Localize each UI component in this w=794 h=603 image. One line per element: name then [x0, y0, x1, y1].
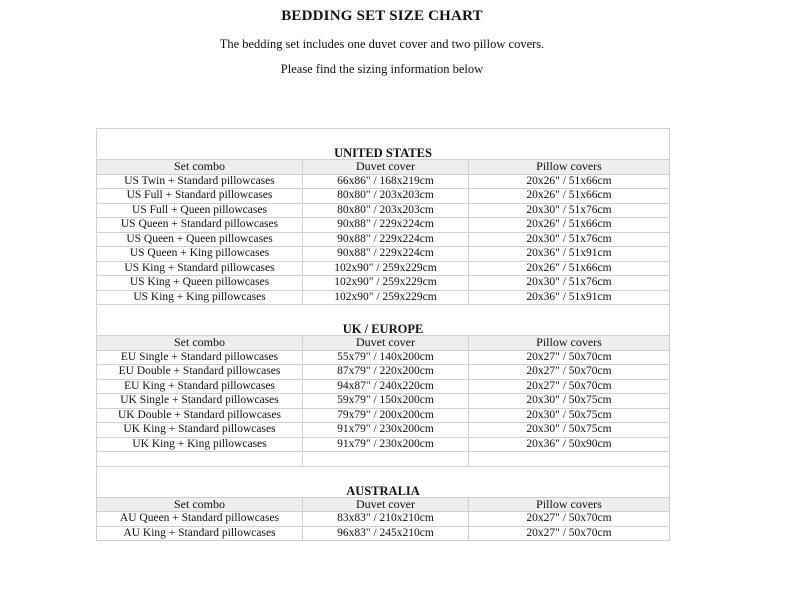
set-combo-cell: EU Single + Standard pillowcases: [97, 350, 303, 365]
column-header-duvet-cover: Duvet cover: [303, 336, 469, 351]
duvet-cover-cell: 80x80" / 203x203cm: [303, 189, 469, 204]
duvet-cover-cell: 79x79" / 200x200cm: [303, 408, 469, 423]
set-combo-cell: US Twin + Standard pillowcases: [97, 174, 303, 189]
table-row: [97, 408, 670, 423]
table-row: [97, 512, 670, 527]
set-combo-cell: US Queen + Queen pillowcases: [97, 232, 303, 247]
column-header-set-combo: Set combo: [97, 497, 303, 512]
pillow-covers-cell: 20x27" / 50x70cm: [469, 379, 670, 394]
set-combo-cell: AU King + Standard pillowcases: [97, 526, 303, 541]
section-heading-row: [97, 129, 670, 160]
table-row: [97, 394, 670, 409]
set-combo-cell: UK King + Standard pillowcases: [97, 423, 303, 438]
pillow-covers-cell: 20x27" / 50x70cm: [469, 512, 670, 527]
intro-text-2: Please find the sizing information below: [280, 62, 484, 76]
table-row: [97, 261, 670, 276]
pillow-covers-cell: 20x30" / 50x75cm: [469, 394, 670, 409]
column-header-pillow-covers: Pillow covers: [469, 336, 670, 351]
set-combo-cell: AU Queen + Standard pillowcases: [97, 512, 303, 527]
set-combo-cell: US King + King pillowcases: [97, 290, 303, 305]
set-combo-cell: US King + Standard pillowcases: [97, 261, 303, 276]
empty-cell: [97, 452, 303, 467]
set-combo-cell: US Full + Standard pillowcases: [97, 189, 303, 204]
duvet-cover-cell: 87x79" / 220x200cm: [303, 365, 469, 380]
intro-text: The bedding set includes one duvet cover and two pillow covers.: [219, 37, 545, 51]
duvet-cover-cell: 83x83" / 210x210cm: [303, 512, 469, 527]
table-row: [97, 247, 670, 262]
duvet-cover-cell: 80x80" / 203x203cm: [303, 203, 469, 218]
pillow-covers-cell: 20x30" / 51x76cm: [469, 276, 670, 291]
table-row: [97, 379, 670, 394]
duvet-cover-cell: 102x90" / 259x229cm: [303, 261, 469, 276]
pillow-covers-cell: 20x26" / 51x66cm: [469, 189, 670, 204]
column-header-duvet-cover: Duvet cover: [303, 160, 469, 175]
column-header-row: [97, 336, 670, 351]
section-heading-au: AUSTRALIA: [97, 466, 670, 497]
table-row: [97, 174, 670, 189]
duvet-cover-cell: 90x88" / 229x224cm: [303, 247, 469, 262]
pillow-covers-cell: 20x27" / 50x70cm: [469, 526, 670, 541]
empty-cell: [303, 452, 469, 467]
section-heading-row: [97, 466, 670, 497]
pillow-covers-cell: 20x26" / 51x66cm: [469, 174, 670, 189]
duvet-cover-cell: 90x88" / 229x224cm: [303, 232, 469, 247]
pillow-covers-cell: 20x27" / 50x70cm: [469, 365, 670, 380]
table-row: [97, 276, 670, 291]
pillow-covers-cell: 20x36" / 51x91cm: [469, 247, 670, 262]
set-combo-cell: US Queen + King pillowcases: [97, 247, 303, 262]
duvet-cover-cell: 66x86" / 168x219cm: [303, 174, 469, 189]
column-header-pillow-covers: Pillow covers: [469, 497, 670, 512]
pillow-covers-cell: 20x30" / 50x75cm: [469, 423, 670, 438]
pillow-covers-cell: 20x27" / 50x70cm: [469, 350, 670, 365]
table-row: [97, 218, 670, 233]
column-header-row: [97, 160, 670, 175]
set-combo-cell: UK King + King pillowcases: [97, 437, 303, 452]
section-heading-us: UNITED STATES: [97, 129, 670, 160]
table-row: [97, 203, 670, 218]
table-row: [97, 365, 670, 380]
column-header-row: [97, 497, 670, 512]
duvet-cover-cell: 91x79" / 230x200cm: [303, 423, 469, 438]
pillow-covers-cell: 20x26" / 51x66cm: [469, 218, 670, 233]
page-title: BEDDING SET SIZE CHART: [281, 8, 483, 24]
section-heading-uk: UK / EUROPE: [97, 305, 670, 336]
set-combo-cell: UK Double + Standard pillowcases: [97, 408, 303, 423]
duvet-cover-cell: 96x83" / 245x210cm: [303, 526, 469, 541]
section-heading-row: [97, 305, 670, 336]
empty-row: [97, 452, 670, 467]
pillow-covers-cell: 20x30" / 50x75cm: [469, 408, 670, 423]
duvet-cover-cell: 102x90" / 259x229cm: [303, 290, 469, 305]
table-row: [97, 232, 670, 247]
set-combo-cell: EU Double + Standard pillowcases: [97, 365, 303, 380]
table-row: [97, 290, 670, 305]
column-header-set-combo: Set combo: [97, 336, 303, 351]
set-combo-cell: US King + Queen pillowcases: [97, 276, 303, 291]
pillow-covers-cell: 20x30" / 51x76cm: [469, 203, 670, 218]
empty-cell: [469, 452, 670, 467]
duvet-cover-cell: 59x79" / 150x200cm: [303, 394, 469, 409]
column-header-pillow-covers: Pillow covers: [469, 160, 670, 175]
duvet-cover-cell: 90x88" / 229x224cm: [303, 218, 469, 233]
set-combo-cell: US Full + Queen pillowcases: [97, 203, 303, 218]
pillow-covers-cell: 20x26" / 51x66cm: [469, 261, 670, 276]
set-combo-cell: EU King + Standard pillowcases: [97, 379, 303, 394]
table-row: [97, 350, 670, 365]
table-row: [97, 437, 670, 452]
size-chart-table: [96, 128, 670, 541]
pillow-covers-cell: 20x36" / 51x91cm: [469, 290, 670, 305]
table-row: [97, 189, 670, 204]
duvet-cover-cell: 94x87" / 240x220cm: [303, 379, 469, 394]
table-row: [97, 526, 670, 541]
column-header-set-combo: Set combo: [97, 160, 303, 175]
table-row: [97, 423, 670, 438]
duvet-cover-cell: 55x79" / 140x200cm: [303, 350, 469, 365]
set-combo-cell: UK Single + Standard pillowcases: [97, 394, 303, 409]
set-combo-cell: US Queen + Standard pillowcases: [97, 218, 303, 233]
duvet-cover-cell: 91x79" / 230x200cm: [303, 437, 469, 452]
column-header-duvet-cover: Duvet cover: [303, 497, 469, 512]
pillow-covers-cell: 20x30" / 51x76cm: [469, 232, 670, 247]
duvet-cover-cell: 102x90" / 259x229cm: [303, 276, 469, 291]
pillow-covers-cell: 20x36" / 50x90cm: [469, 437, 670, 452]
